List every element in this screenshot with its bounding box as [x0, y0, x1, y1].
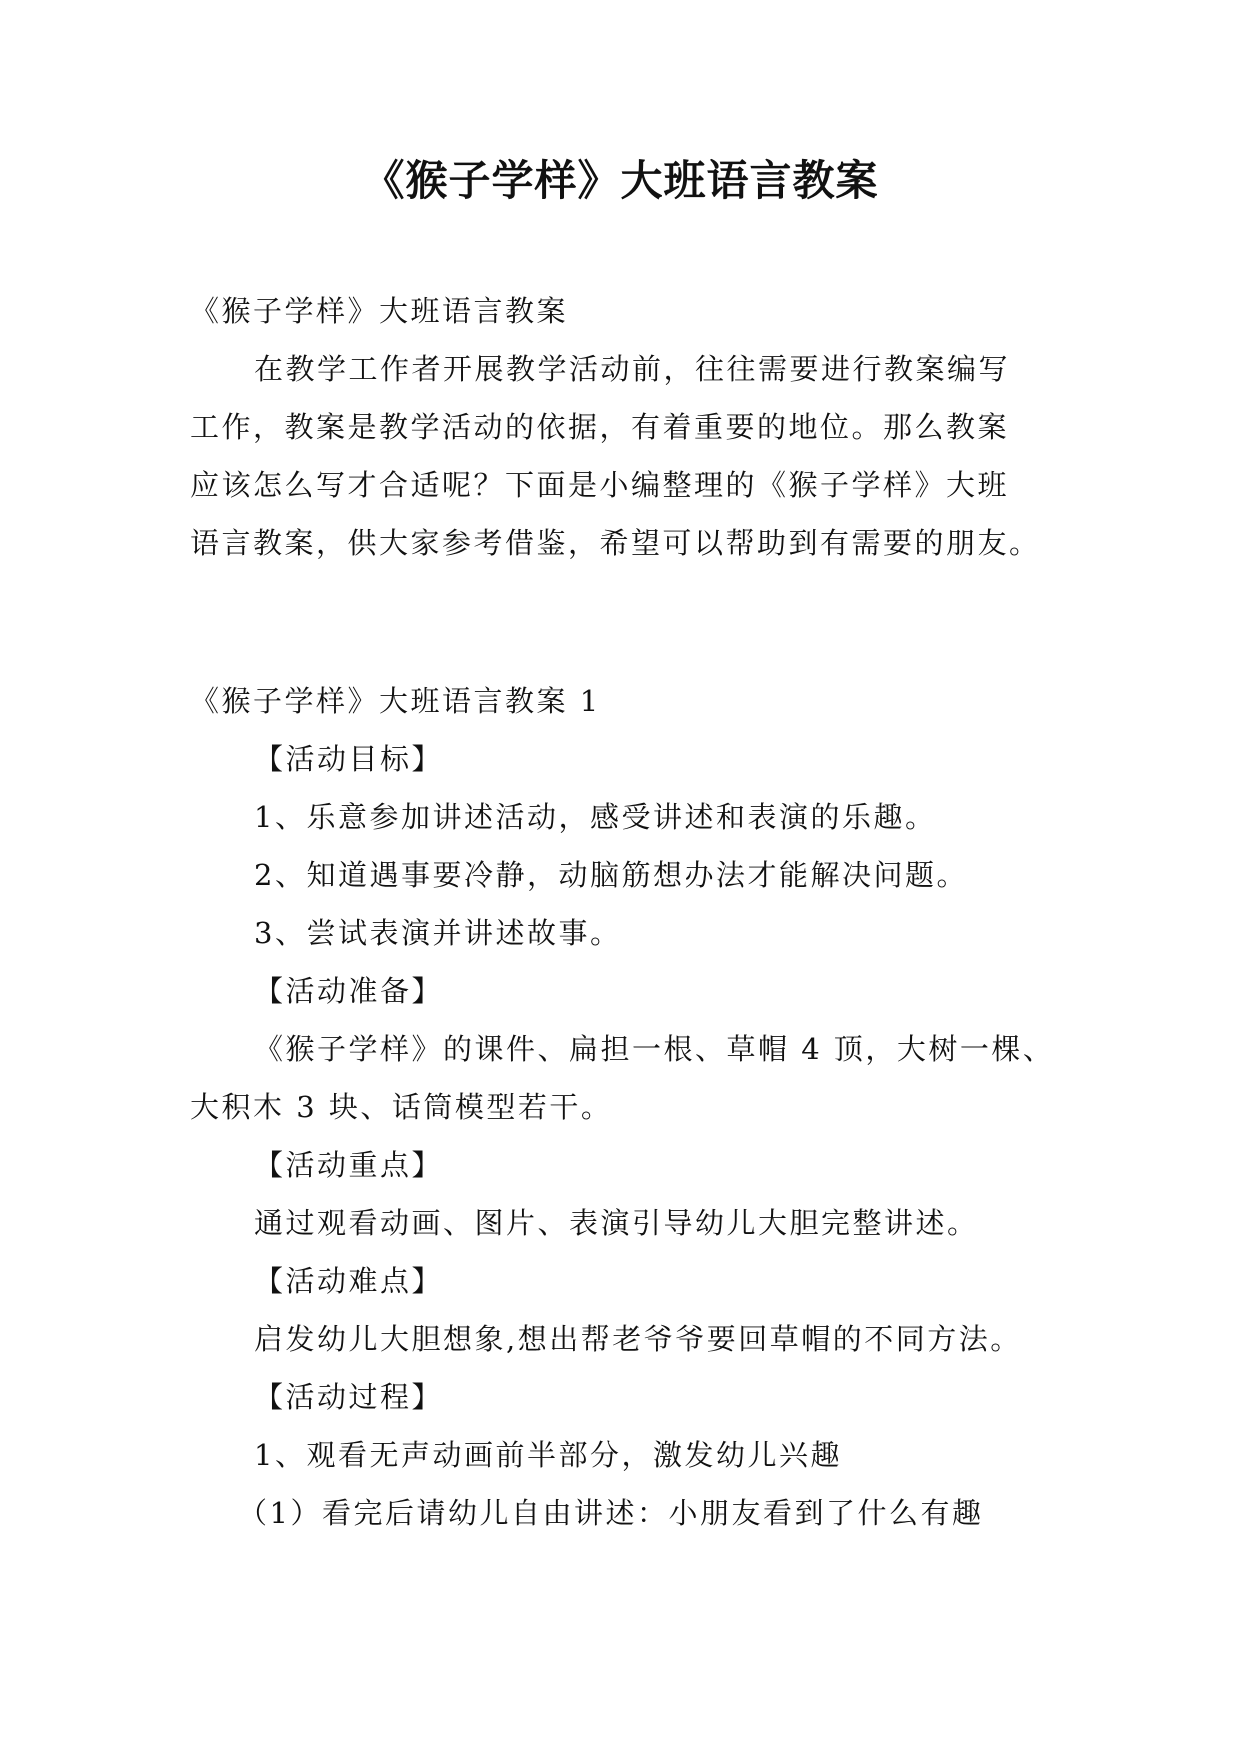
difficulty-text: 启发幼儿大胆想象,想出帮老爷爷要回草帽的不同方法。: [254, 1322, 1022, 1356]
prep-line-1: 《猴子学样》的课件、扁担一根、草帽 4 顶，大树一棵、: [254, 1032, 1055, 1066]
section-gap: [190, 581, 1060, 681]
prep-heading: 【活动准备】: [254, 974, 444, 1008]
prep-line-2: 大积木 3 块、话筒模型若干。: [190, 1090, 613, 1124]
goal-item-1: 1、乐意参加讲述活动，感受讲述和表演的乐趣。: [254, 800, 937, 834]
focus-text: 通过观看动画、图片、表演引导幼儿大胆完整讲述。: [254, 1206, 979, 1240]
intro-line-4: 语言教案，供大家参考借鉴，希望可以帮助到有需要的朋友。: [190, 526, 1041, 560]
intro-line-1: 在教学工作者开展教学活动前，往往需要进行教案编写: [254, 352, 1011, 386]
goal-item-3: 3、尝试表演并讲述故事。: [254, 916, 622, 950]
page-title: 《猴子学样》大班语言教案: [362, 156, 879, 205]
difficulty-heading: 【活动难点】: [254, 1264, 444, 1298]
focus-heading: 【活动重点】: [254, 1148, 444, 1182]
goals-heading: 【活动目标】: [254, 742, 444, 776]
document-body: [190, 291, 1060, 1551]
process-line-1: 1、观看无声动画前半部分，激发幼儿兴趣: [254, 1438, 842, 1472]
intro-line-3: 应该怎么写才合适呢？下面是小编整理的《猴子学样》大班: [190, 468, 1010, 502]
document-subtitle: 《猴子学样》大班语言教案: [190, 294, 569, 328]
intro-line-2: 工作，教案是教学活动的依据，有着重要的地位。那么教案: [190, 410, 1010, 444]
section-title: 《猴子学样》大班语言教案 1: [190, 684, 601, 718]
process-heading: 【活动过程】: [254, 1380, 444, 1414]
process-line-2: （1）看完后请幼儿自由讲述：小朋友看到了什么有趣: [238, 1496, 984, 1530]
goal-item-2: 2、知道遇事要冷静，动脑筋想办法才能解决问题。: [254, 858, 968, 892]
